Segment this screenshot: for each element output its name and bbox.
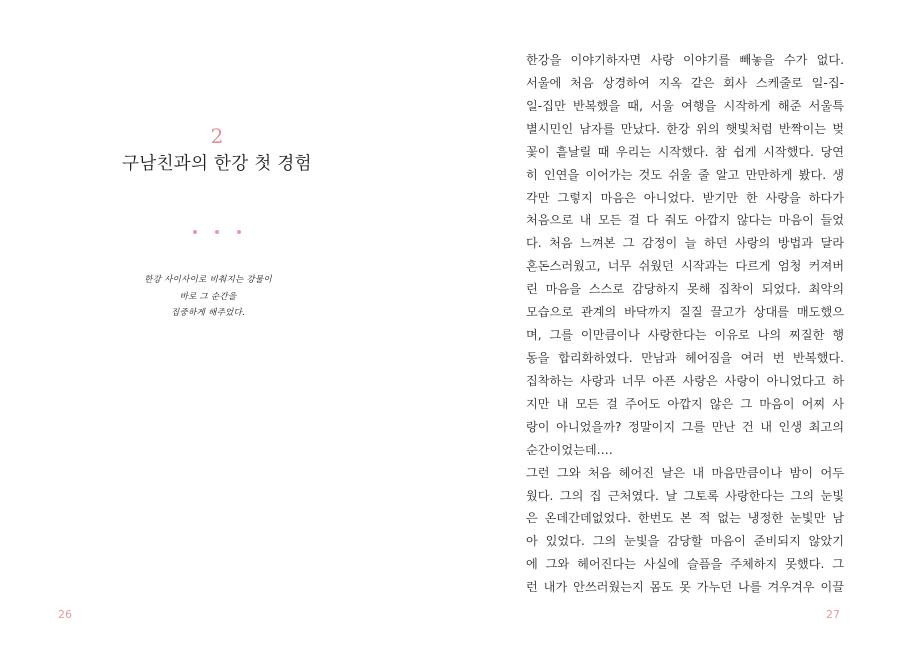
- dot-ornament-icon: [215, 230, 219, 234]
- dot-ornament-icon: [237, 230, 241, 234]
- body-line: 혼돈스러웠고, 너무 쉬웠던 시작과는 다르게 엄청 커져버: [526, 259, 844, 274]
- body-line: 런 내가 안쓰러웠는지 몸도 못 가누던 나를 겨우겨우 이끌: [526, 580, 844, 595]
- body-line: 한강을 이야기하자면 사랑 이야기를 빼놓을 수가 없다.: [526, 53, 844, 67]
- body-line: 서울에 처음 상경하여 지옥 같은 회사 스케줄로 일-집-: [526, 75, 844, 90]
- body-line: 처음으로 내 모든 걸 다 줘도 아깝지 않다는 마음이 들었: [526, 213, 844, 228]
- right-page: [450, 0, 900, 665]
- body-line: 웠다. 그의 집 근처였다. 날 그토록 사랑한다는 그의 눈빛: [526, 488, 844, 503]
- body-line: 지만 내 모든 걸 주어도 아깝지 않은 그 마음이 어찌 사: [526, 396, 844, 411]
- body-line: 각만 그렇지 마음은 아니었다. 받기만 한 사랑을 하다가: [526, 190, 844, 205]
- body-line: 집착하는 사랑과 너무 아픈 사랑은 사랑이 아니었다고 하: [526, 373, 844, 388]
- body-line: 에 그와 헤어진다는 사실에 슬픔을 주체하지 못했다. 그: [526, 557, 844, 572]
- body-line: 랑이 아니었을까? 정말이지 그를 만난 건 내 인생 최고의: [526, 419, 844, 434]
- dot-ornament-icon: [193, 230, 197, 234]
- epigraph-line: 바로 그 순간을: [179, 291, 237, 302]
- page-number-right: 27: [826, 608, 840, 621]
- body-line: 아 있었다. 그의 눈빛을 감당할 마음이 준비되지 않았기: [526, 534, 844, 549]
- body-line: 그런 그와 처음 헤어진 날은 내 마음만큼이나 밤이 어두: [526, 465, 844, 480]
- body-line: 모습으로 관계의 바닥까지 질질 끌고가 상대를 매도했으: [526, 305, 844, 320]
- body-line: 히 인연을 이어가는 것도 쉬울 줄 알고 만만하게 봤다. 생: [526, 167, 844, 182]
- epigraph: [0, 272, 416, 322]
- body-line: 순간이었는데….: [526, 442, 613, 457]
- epigraph-line: 집중하게 해주었다.: [171, 308, 245, 318]
- body-line: 린 마음을 스스로 감당하지 못해 집착이 되었다. 최악의: [526, 282, 844, 297]
- body-line: 다. 처음 느껴본 그 감정이 늘 하던 사랑의 방법과 달라: [526, 236, 844, 251]
- body-line: 은 온데간데없었다. 한번도 본 적 없는 냉정한 눈빛만 남: [526, 511, 844, 526]
- body-line: 꽃이 흩날릴 때 우리는 시작했다. 참 쉽게 시작했다. 당연: [526, 144, 844, 159]
- body-line: 동을 합리화하였다. 만남과 헤어짐을 여러 번 반복했다.: [526, 350, 844, 365]
- chapter-title: 구남친과의 한강 첫 경험: [122, 154, 312, 174]
- body-text: [526, 49, 844, 599]
- ornament-divider: [0, 222, 434, 242]
- body-line: 며, 그를 이만큼이나 사랑한다는 이유로 나의 찌질한 행: [526, 328, 844, 343]
- chapter-number: 2: [210, 124, 224, 148]
- page-number-left: 26: [58, 608, 72, 621]
- epigraph-line: 한강 사이사이로 비춰지는 강물이: [144, 275, 272, 285]
- body-line: 일-집만 반복했을 때, 서울 여행을 시작하게 해준 서울특: [526, 98, 844, 113]
- body-line: 별시민인 남자를 만났다. 한강 위의 햇빛처럼 반짝이는 벚: [526, 121, 844, 136]
